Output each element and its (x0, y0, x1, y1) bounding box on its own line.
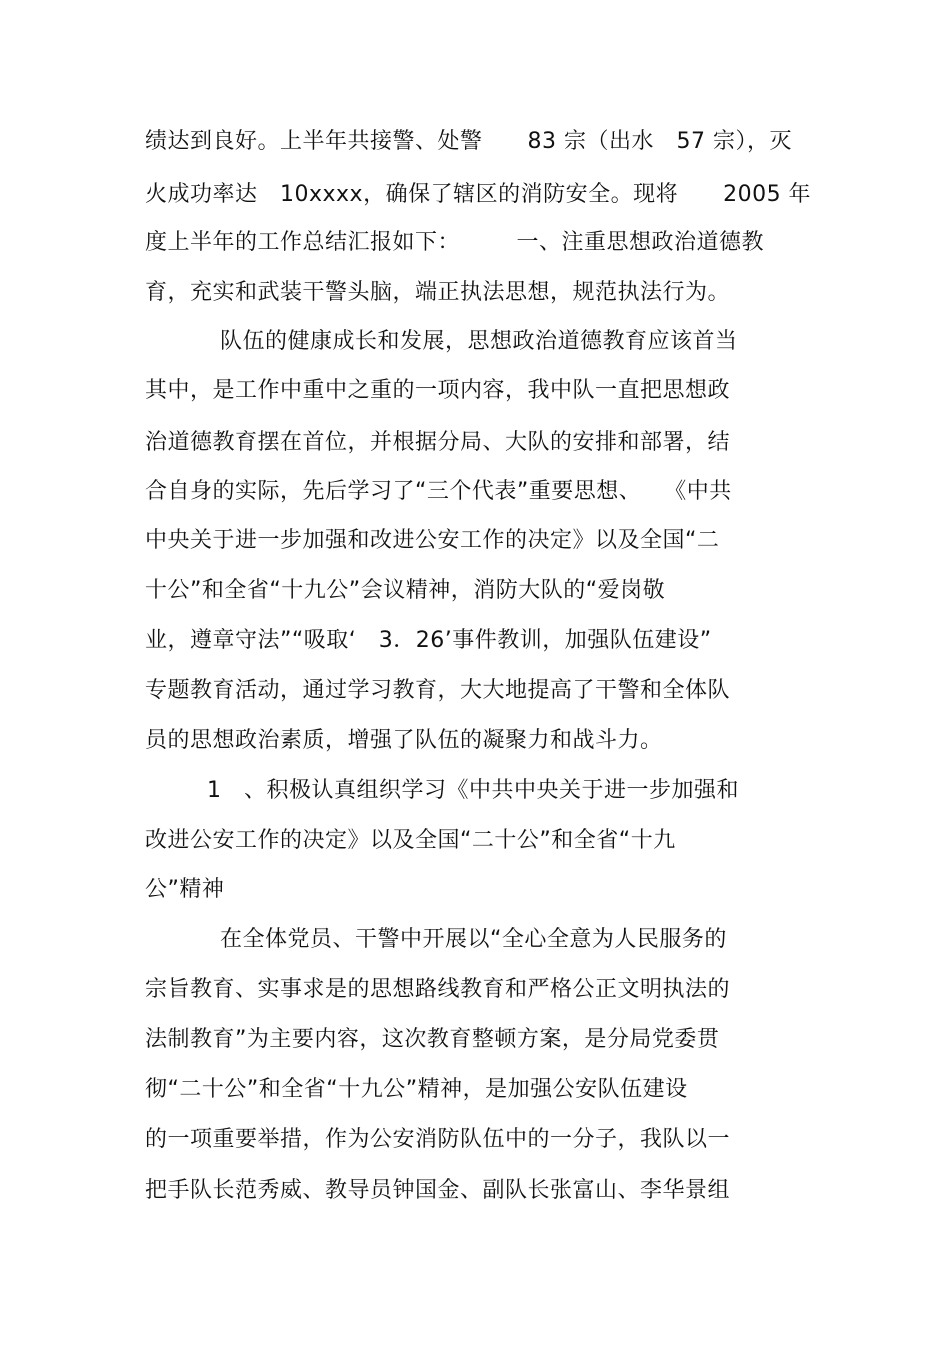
text-line: 队伍的健康成长和发展，思想政治道德教育应该首当 (220, 329, 738, 354)
text-line: 彻“二十公”和全省“十九公”精神，是加强公安队伍建设 (145, 1077, 688, 1102)
text-line: 中央关于进一步加强和改进公安工作的决定》以及全国“二 (145, 528, 720, 553)
text-line: 火成功率达 10xxxx，确保了辖区的消防安全。现将 2005 年 (145, 182, 812, 207)
text-line: 员的思想政治素质，增强了队伍的凝聚力和战斗力。 (145, 728, 663, 753)
text-line: 绩达到良好。上半年共接警、处警 83 宗（出水 57 宗），灭 (145, 129, 792, 154)
text-line: 度上半年的工作总结汇报如下： 一、注重思想政治道德教 (145, 230, 765, 255)
text-line: 在全体党员、干警中开展以“全心全意为人民服务的 (220, 927, 727, 952)
text-line: 宗旨教育、实事求是的思想路线教育和严格公正文明执法的 (145, 977, 731, 1002)
text-line: 法制教育”为主要内容，这次教育整顿方案，是分局党委贯 (145, 1027, 720, 1052)
text-line: 合自身的实际，先后学习了“三个代表”重要思想、 《中共 (145, 479, 732, 504)
text-line: 育，充实和武装干警头脑，端正执法思想，规范执法行为。 (145, 280, 731, 305)
text-line: 治道德教育摆在首位，并根据分局、大队的安排和部署，结 (145, 430, 731, 455)
text-line: 十公”和全省“十九公”会议精神，消防大队的“爱岗敬 (145, 578, 666, 603)
text-line: 其中，是工作中重中之重的一项内容，我中队一直把思想政 (145, 378, 731, 403)
text-line: 改进公安工作的决定》以及全国“二十公”和全省“十九 (145, 828, 676, 853)
text-line: 业，遵章守法”“吸取‘ 3．26’事件教训，加强队伍建设” (145, 628, 712, 653)
text-line: 专题教育活动，通过学习教育，大大地提高了干警和全体队 (145, 678, 731, 703)
text-line: 的一项重要举措，作为公安消防队伍中的一分子，我队以一 (145, 1127, 731, 1152)
text-line: 把手队长范秀威、教导员钟国金、副队长张富山、李华景组 (145, 1178, 731, 1203)
text-line: 1 、积极认真组织学习《中共中央关于进一步加强和 (207, 778, 739, 803)
text-line: 公”精神 (145, 877, 225, 902)
